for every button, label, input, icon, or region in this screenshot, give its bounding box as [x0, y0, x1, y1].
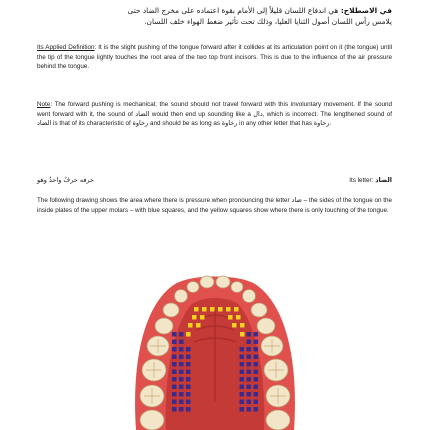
pressure-square: [247, 377, 252, 382]
pressure-square: [240, 392, 245, 397]
upper-teeth-drawing: [130, 262, 300, 430]
touch-square: [196, 323, 201, 328]
note-paragraph: [37, 100, 392, 129]
central-incisor-left: [200, 276, 214, 288]
pressure-square: [240, 347, 245, 352]
pressure-square: [179, 340, 184, 345]
pressure-square: [247, 362, 252, 367]
note-word-dal: دال: [253, 109, 263, 118]
pressure-square: [254, 400, 259, 405]
touch-square: [210, 307, 215, 312]
pressure-square: [172, 377, 177, 382]
drawing-word-dad: ضاد: [291, 196, 302, 204]
pressure-square: [247, 355, 252, 360]
pressure-square: [186, 355, 191, 360]
pressure-square: [172, 370, 177, 375]
pressure-square: [186, 347, 191, 352]
pressure-square: [240, 400, 245, 405]
touch-square: [192, 315, 197, 320]
pressure-square: [179, 392, 184, 397]
premolar-right-2: [257, 318, 275, 334]
pressure-square: [172, 400, 177, 405]
pressure-square: [247, 392, 252, 397]
pressure-square: [186, 400, 191, 405]
pressure-square: [247, 400, 252, 405]
pressure-square: [172, 385, 177, 390]
note-text-7: .: [329, 120, 332, 128]
pressure-square: [254, 332, 259, 337]
drawing-text-2: – the sides of the tongue on the inside plates of the upper molars – with blue squares, and the yellow squares show where there is only touching of the tongue.: [37, 197, 392, 214]
pressure-square: [172, 362, 177, 367]
touch-square: [240, 323, 245, 328]
touch-square: [186, 332, 191, 337]
lateral-incisor-right: [231, 282, 243, 293]
arabic-definition-text-1: هي اندفاع اللسان قليلاً إلى الأمام بقوة اعتماده على مخرج الضاد حتى: [127, 6, 339, 15]
note-text-4: is that of its characteristic of: [51, 120, 133, 128]
premolar-left-1: [163, 303, 179, 317]
touch-square: [194, 307, 199, 312]
pressure-square: [179, 385, 184, 390]
note-word-rakhawa-2: رخاوة: [221, 119, 238, 128]
pressure-square: [172, 355, 177, 360]
canine-right: [243, 290, 256, 303]
touch-square: [200, 315, 205, 320]
note-word-rakhawa-1: رخاوة: [132, 119, 149, 128]
note-word-rakhawa-3: رخاوة: [313, 119, 330, 128]
its-letter-value: الضاد: [375, 176, 392, 184]
lateral-incisor-left: [187, 282, 199, 293]
applied-definition-paragraph: [37, 43, 392, 72]
premolar-left-2: [155, 318, 173, 334]
pressure-square: [254, 407, 259, 412]
pressure-square: [247, 385, 252, 390]
molar-left-4: [140, 410, 164, 430]
pressure-square: [179, 347, 184, 352]
pressure-square: [247, 340, 252, 345]
arabic-definition-line-2: يلامس رأس اللسان أصول الثنايا العليا، وذلك تحت تأثير ضغط الهواء خلف اللسان.: [144, 17, 392, 26]
pressure-square: [240, 370, 245, 375]
pressure-square: [186, 362, 191, 367]
pressure-square: [247, 407, 252, 412]
pressure-square: [247, 370, 252, 375]
touch-square: [226, 307, 231, 312]
pressure-square: [179, 400, 184, 405]
pressure-square: [254, 377, 259, 382]
its-letter-line: [37, 176, 392, 186]
central-incisor-right: [216, 276, 230, 288]
pressure-square: [179, 355, 184, 360]
pressure-square: [186, 385, 191, 390]
note-text-2: would then end up sounding like a: [149, 110, 254, 118]
pressure-square: [172, 392, 177, 397]
pressure-square: [254, 340, 259, 345]
pressure-square: [179, 407, 184, 412]
pressure-square: [247, 347, 252, 352]
drawing-description-paragraph: [37, 196, 392, 215]
pressure-square: [179, 370, 184, 375]
pressure-square: [240, 355, 245, 360]
pressure-square: [240, 377, 245, 382]
touch-square: [236, 315, 241, 320]
touch-square: [240, 332, 245, 337]
its-letter-label: Its letter:: [349, 177, 374, 184]
touch-square: [218, 307, 223, 312]
pressure-square: [172, 407, 177, 412]
pressure-square: [172, 332, 177, 337]
drawing-text-1: The following drawing shows the area where there is pressure when pronouncing the letter: [37, 197, 292, 204]
touch-square: [202, 307, 207, 312]
pressure-square: [254, 347, 259, 352]
pressure-square: [186, 370, 191, 375]
pressure-square: [254, 392, 259, 397]
pressure-square: [247, 332, 252, 337]
touch-square: [188, 323, 193, 328]
note-text-6: in any other letter that has: [237, 120, 314, 128]
pressure-square: [186, 377, 191, 382]
touch-square: [228, 315, 233, 320]
canine-left: [175, 290, 188, 303]
molar-right-4: [266, 410, 290, 430]
applied-definition-text: : It is the slight pushing of the tongue forward after it collides at its articulation point on it (the tongue) until the tip of the tongue lightly touches the root area of the two top front incisors. This is due to the influence of the air pressure behind the tongue.: [37, 44, 393, 71]
applied-definition-label: Its Applied Definition: [37, 44, 95, 51]
pressure-square: [240, 385, 245, 390]
its-letter-english: [349, 176, 392, 186]
pressure-square: [186, 392, 191, 397]
note-text-3: , which is incorrect. The lengthened sound of: [262, 110, 392, 118]
touch-square: [234, 307, 239, 312]
its-letter-arabic-phrase: حرفه حرفٌ واحدٌ وهو: [37, 176, 95, 184]
pressure-square: [254, 385, 259, 390]
pressure-square: [254, 362, 259, 367]
note-label: Note: [37, 101, 51, 108]
note-word-dad-1: الضاد: [135, 109, 150, 118]
arabic-definition-line-1: [37, 6, 392, 16]
touch-square: [232, 323, 237, 328]
note-text-1: : The forward pushing is mechanical; the sound should not travel forward with this involuntary movement. If the sound went forward with it, the sound of: [37, 101, 392, 118]
pressure-square: [254, 355, 259, 360]
premolar-right-1: [251, 303, 267, 317]
pressure-square: [240, 362, 245, 367]
pressure-square: [179, 332, 184, 337]
pressure-square: [240, 407, 245, 412]
pressure-square: [179, 362, 184, 367]
pressure-square: [254, 370, 259, 375]
note-text-5: and should be as long as: [148, 120, 222, 128]
pressure-square: [172, 347, 177, 352]
pressure-square: [186, 407, 191, 412]
arabic-definition-label: في الاصطلاح:: [340, 6, 392, 15]
pressure-square: [179, 377, 184, 382]
pressure-square: [172, 340, 177, 345]
note-word-dad-2: الضاد: [37, 119, 52, 128]
